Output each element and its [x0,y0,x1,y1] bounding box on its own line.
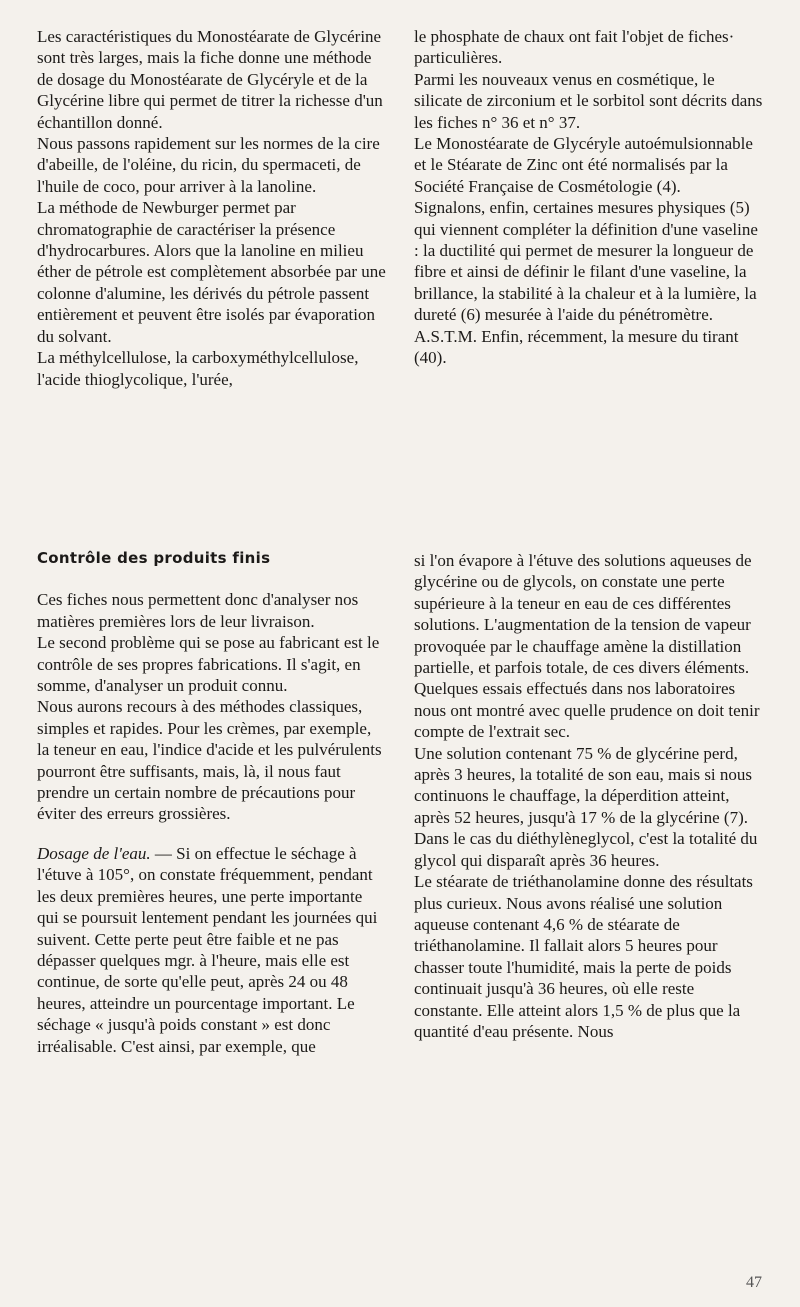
paragraph: le phosphate de chaux ont fait l'objet de fiches· particulières. [414,27,735,68]
paragraph: Le Monostéarate de Glycéryle autoémulsionnable et le Stéarate de Zinc ont été normalisés par la Société Française de Cosmétologie (4). [414,134,753,196]
dosage-paragraph [37,843,387,1057]
dosage-text: — Si on effectue le séchage à l'étuve à 105°, on constate fréquemment, pendant les deux premières heures, une perte importante qui se poursuit lentement pendant les journées qui suivent. Cette perte peut être faible et ne pas dépasser quelques mgr. à l'heure, mais elle est continue, de sorte qu'elle peut, après 24 ou 48 heures, atteindre un pourcentage important. Le séchage « jusqu'à poids constant » est donc irréalisable. C'est ainsi, par exemple, que [37,843,378,1056]
section-heading: Contrôle des produits finis [37,549,271,567]
top-left-column [37,26,387,390]
paragraph: Les caractéristiques du Monostéarate de Glycérine sont très larges, mais la fiche donne une méthode de dosage du Monostéarate de Glycéryle et de la Glycérine libre qui permet de titrer la richesse d'un échantillon donné. [37,27,383,132]
paragraph: Nous passons rapidement sur les normes de la cire d'abeille, de l'oléine, du ricin, du spermaceti, de l'huile de coco, pour arriver à la lanoline. [37,134,380,196]
bottom-left-column [37,548,387,1057]
paragraph: Le second problème qui se pose au fabricant est le contrôle de ses propres fabrications. Il s'agit, en somme, d'analyser un produit connu. [37,633,380,696]
spacer [37,825,387,843]
paragraph: Parmi les nouveaux venus en cosmétique, le silicate de zirconium et le sorbitol sont décrits dans les fiches n° 36 et n° 37. [414,69,763,132]
paragraph: Ces fiches nous permettent donc d'analyser nos matières premières lors de leur livraison. [37,590,359,631]
paragraph: Quelques essais effectués dans nos laboratoires nous ont montré avec quelle prudence on doit tenir compte de l'extrait sec. [414,679,760,742]
top-right-column [414,26,766,369]
dosage-subheading: Dosage de l'eau. [37,843,151,863]
paragraph: La méthylcellulose, la carboxyméthylcellulose, l'acide thioglycolique, l'urée, [37,348,359,389]
paragraph: Une solution contenant 75 % de glycérine perd, après 3 heures, la totalité de son eau, mais si nous continuons le chauffage, la déperdition atteint, après 52 heures, jusqu'à 17 % de la glycérine (7). Dans le cas du diéthylèneglycol, c'est la totalité du glycol qui disparaît après 36 heures. [414,743,758,870]
paragraph: si l'on évapore à l'étuve des solutions aqueuses de glycérine ou de glycols, on constate une perte supérieure à la teneur en eau de ces différentes solutions. L'augmentation de la tension de vapeur provoquée par le chauffage amène la distillation partielle, et parfois totale, de ces divers éléments. [414,551,752,678]
paragraph: Nous aurons recours à des méthodes classiques, simples et rapides. Pour les crèmes, par exemple, la teneur en eau, l'indice d'acide et les pulvérulents pourront être suffisants, mais, là, il nous faut prendre un certain nombre de précautions pour éviter des erreurs grossières. [37,697,382,824]
paragraph: La méthode de Newburger permet par chromatographie de caractériser la présence d'hydrocarbures. Alors que la lanoline en milieu éther de pétrole est complètement absorbée par une colonne d'alumine, les dérivés du pétrole passent entièrement et peuvent être isolés par évaporation du solvant. [37,198,386,346]
bottom-right-column [414,550,766,1042]
paragraph: Signalons, enfin, certaines mesures physiques (5) qui viennent compléter la définition d'une vaseline : la ductilité qui permet de mesurer la longueur de fibre et ainsi de définir le filant d'une vaseline, la brillance, la stabilité à la chaleur et à la lumière, la dureté (6) mesurée à l'aide du pénétromètre. A.S.T.M. Enfin, récemment, la mesure du tirant (40). [414,198,758,368]
paragraph: Le stéarate de triéthanolamine donne des résultats plus curieux. Nous avons réalisé une solution aqueuse contenant 4,6 % de stéarate de triéthanolamine. Il fallait alors 5 heures pour chasser toute l'humidité, mais la perte de poids continuait jusqu'à 36 heures, où elle reste constante. Elle atteint alors 1,5 % de plus que la quantité d'eau présente. Nous [414,872,753,1041]
page-number: 47 [746,1274,762,1291]
